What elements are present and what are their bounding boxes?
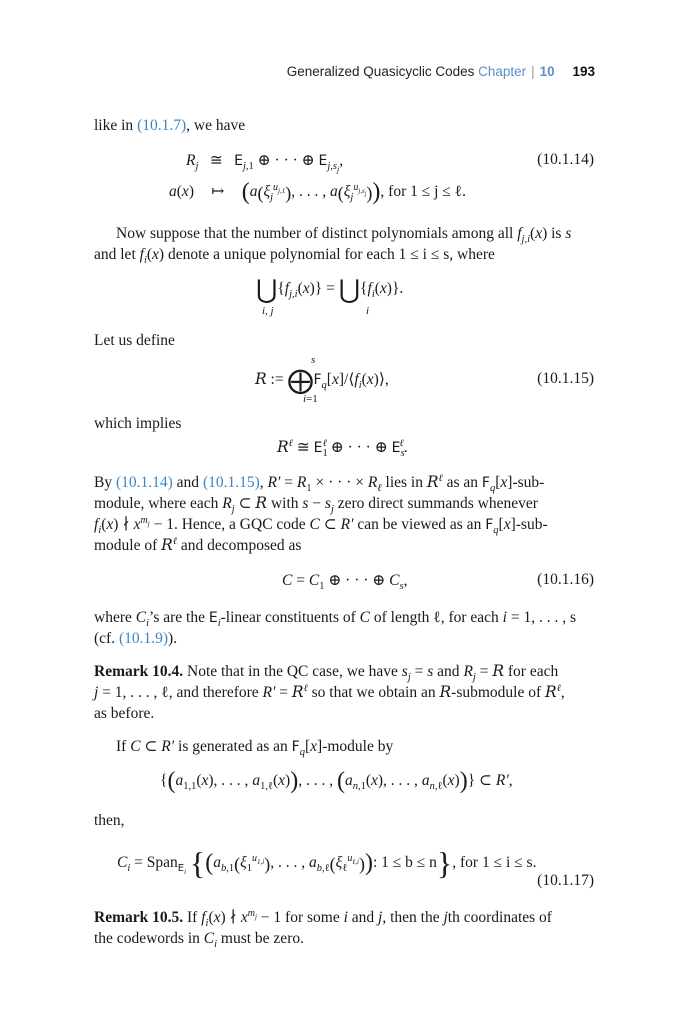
remark-10-4-line1: Remark 10.4. Note that in the QC case, we have $s_j = s$ and $R_j = R$ for each [94, 662, 559, 684]
ref-10-1-7[interactable]: (10.1.7) [137, 117, 187, 134]
implies-line: which implies [94, 415, 182, 432]
para2-line2: module, where each $R_j$ ⊂ R with $s - s_j$ zero direct summands whenever [94, 494, 538, 516]
eq-10-1-14-line1: $R_j$ ≅ $E_{j,1}$ ⊕ · · · ⊕ $E_{j,s_j}$, [186, 152, 344, 175]
para4-line1: If C ⊂ R′ is generated as an $F_q[x]$-module by [116, 738, 394, 759]
para2-line4: module of $R^\ell$ and decomposed as [94, 535, 302, 554]
para2-line3: $f_i(x)$ ∤ $x^{m_j} - 1$. Hence, a GQC code C ⊂ R′ can be viewed as an $F_q[x]-sub-$ [94, 514, 548, 537]
union-index-1: i, j [262, 305, 274, 317]
define-line: Let us define [94, 332, 175, 349]
eq-10-1-14-number: (10.1.14) [537, 151, 594, 168]
remark-10-5-line2: the codewords in $C_i$ must be zero. [94, 930, 304, 951]
eq-10-1-15-number: (10.1.15) [537, 370, 594, 387]
eq-10-1-15: R := $⨁F_q[x]/⟨f_i(x)⟩$, [255, 366, 389, 395]
ref-10-1-15[interactable]: (10.1.15) [202, 474, 260, 491]
header-separator: | [531, 64, 535, 79]
remark-10-5-label: Remark 10.5. [94, 909, 184, 926]
header-chapter-number: 10 [539, 64, 555, 79]
eq-10-1-16: $C = C_1$ ⊕ · · · ⊕ $C_s$, [282, 572, 408, 593]
eq-10-1-14-line2: a(x) ↦ ($a(\xi_j^{u_{j,1}})$, . . . , $a(\xi_j^{u_{j,s_j}})$), for 1 ≤ j ≤ ℓ. [169, 179, 466, 205]
header-chapter-label: Chapter [478, 64, 527, 79]
eq-10-1-14-condition: , for 1 ≤ j ≤ ℓ. [380, 183, 466, 200]
para3-line2: (cf. (10.1.9)). [94, 630, 178, 647]
then-line: then, [94, 812, 125, 829]
ref-10-1-9[interactable]: (10.1.9) [118, 630, 169, 647]
para3-line1: where $C_i’s$ are the $E_i$-linear constituents of C of length ℓ, for each i = 1, . . . , s [94, 609, 577, 630]
r-ell-decomposition: $R^\ell$ ≅ $E_1^\ell$ ⊕ · · · ⊕ $E_s^\ell$. [277, 437, 408, 460]
generators-set: {($a_{1,1}(x)$, . . . , $a_{1,\ell}(x)$), . . . , ($a_{n,1}(x)$, . . . , $a_{n,\ell}(x)$)} ⊂ R′, [160, 768, 513, 794]
eq-10-1-17-tail: , for 1 ≤ i ≤ s. [452, 854, 537, 871]
ref-10-1-14[interactable]: (10.1.14) [115, 474, 173, 491]
eq-10-1-16-number: (10.1.16) [537, 571, 594, 588]
eq-10-1-17: $C_i$ = Span$_{E_i}$ {($a_{b,1}(\xi_1^{u_{1,i}})$, . . . , $a_{b,\ell}(\xi_\ell^{u_{\ell,i}})$): 1 ≤ b ≤ n}, for 1 ≤ i ≤ s. [117, 845, 537, 881]
running-header [287, 64, 595, 79]
remark-10-4-line3: as before. [94, 705, 155, 722]
oplus-upper-limit: s [311, 354, 316, 366]
header-title: Generalized Quasicyclic Codes [286, 64, 475, 79]
eq-10-1-17-condition: : 1 ≤ b ≤ n [372, 854, 437, 871]
para2-line1: By (10.1.14) and (10.1.15), $R' = R_1$ × · · · × $R_\ell$ lies in $R^\ell$ as an $F_q[x]-sub-$ [94, 472, 545, 495]
remark-10-4-label: Remark 10.4. [94, 663, 184, 680]
para1-line2: and let $f_i(x)$ denote a unique polynomial for each 1 ≤ i ≤ s, where [94, 246, 495, 267]
union-equation: $⋃\{f_{j,i}(x)\}$ = $⋃\{f_i(x)\}$. [256, 275, 404, 304]
intro-line: like in (10.1.7), we have [94, 117, 246, 134]
page-number: 193 [572, 64, 595, 79]
remark-10-4-line2: j = 1, . . . , ℓ, and therefore $R' = R^\ell$ so that we obtain an R-submodule of $R^\ell$, [94, 682, 565, 701]
para1-line1: Now suppose that the number of distinct polynomials among all $f_{j,i}(x)$ is s [116, 225, 572, 246]
remark-10-5-line1: Remark 10.5. If $f_i(x)$ ∤ $x^{m_j} - 1$ for some i and j, then the jth coordinates of [94, 907, 552, 930]
union-index-2: i [366, 305, 370, 317]
oplus-lower-limit: i=1 [303, 393, 318, 405]
eq-10-1-17-number: (10.1.17) [537, 872, 594, 889]
